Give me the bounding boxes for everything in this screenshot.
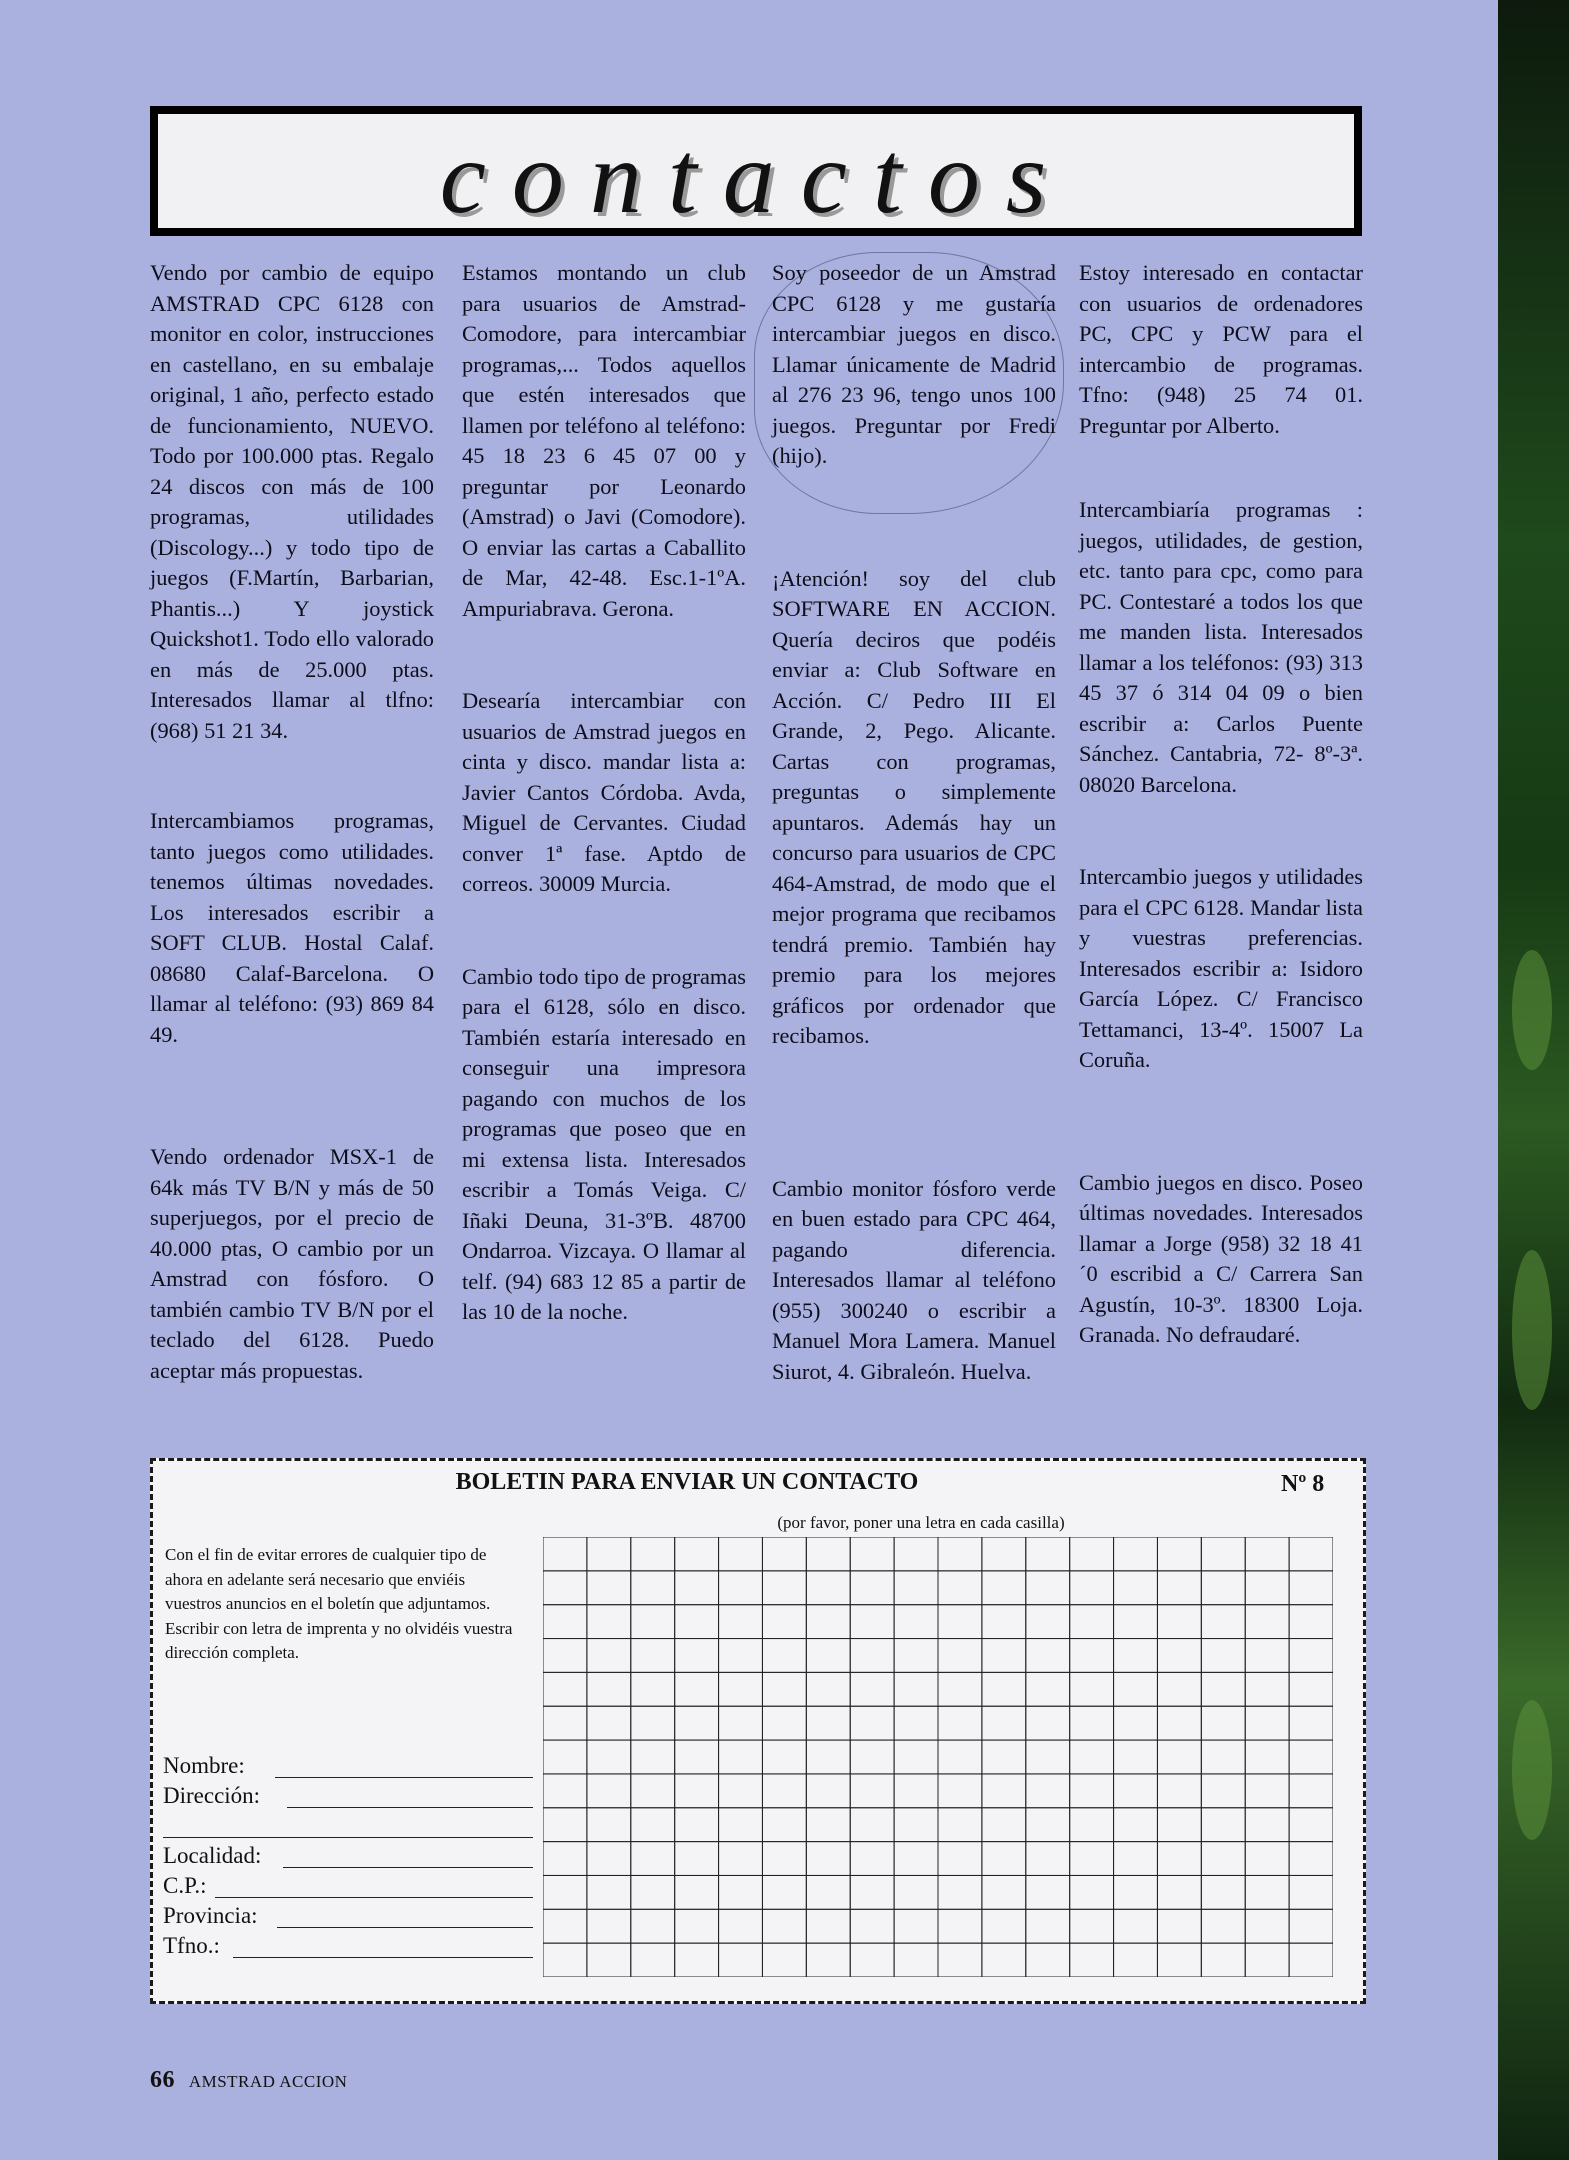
classified-ad: Desearía intercambiar con usuarios de Amstrad juegos en cinta y disco. mandar lista a: Javier Cantos Córdoba. Avda, Miguel de Cervantes. Ciudad conver 1ª fase. Aptdo de correos. 30009 Murcia. (462, 688, 746, 896)
letter-box[interactable] (806, 1774, 850, 1808)
letter-box[interactable] (938, 1808, 982, 1842)
letter-box[interactable] (719, 1808, 763, 1842)
letter-box[interactable] (1157, 1672, 1201, 1706)
letter-box[interactable] (1026, 1740, 1070, 1774)
letter-box[interactable] (762, 1672, 806, 1706)
letter-box[interactable] (1289, 1740, 1333, 1774)
address-line (287, 1807, 533, 1808)
letter-box[interactable] (850, 1875, 894, 1909)
section-title: contactos (439, 120, 1073, 235)
letter-box[interactable] (938, 1639, 982, 1673)
letter-box[interactable] (1026, 1639, 1070, 1673)
letter-box[interactable] (587, 1605, 631, 1639)
letter-box[interactable] (894, 1909, 938, 1943)
letter-box[interactable] (631, 1943, 675, 1977)
adjacent-page-edge (1498, 0, 1569, 2160)
letter-box[interactable] (675, 1605, 719, 1639)
letter-box[interactable] (850, 1605, 894, 1639)
letter-box[interactable] (850, 1706, 894, 1740)
letter-box[interactable] (587, 1808, 631, 1842)
letter-box[interactable] (1070, 1672, 1114, 1706)
letter-box[interactable] (587, 1571, 631, 1605)
letter-box[interactable] (850, 1639, 894, 1673)
letter-box[interactable] (806, 1909, 850, 1943)
letter-box[interactable] (631, 1842, 675, 1876)
letter-box[interactable] (850, 1909, 894, 1943)
letter-box[interactable] (675, 1571, 719, 1605)
letter-box[interactable] (1157, 1639, 1201, 1673)
letter-box[interactable] (1070, 1639, 1114, 1673)
letter-box[interactable] (1201, 1571, 1245, 1605)
letter-box[interactable] (938, 1672, 982, 1706)
letter-box[interactable] (1201, 1706, 1245, 1740)
letter-box[interactable] (982, 1842, 1026, 1876)
letter-box[interactable] (719, 1571, 763, 1605)
letter-box[interactable] (719, 1875, 763, 1909)
letter-box[interactable] (762, 1875, 806, 1909)
letter-box[interactable] (850, 1808, 894, 1842)
phone-line (233, 1957, 533, 1958)
letter-box[interactable] (719, 1706, 763, 1740)
letter-box[interactable] (894, 1537, 938, 1571)
classified-ad: ¡Atención! soy del club SOFTWARE EN ACCION. Quería deciros que podéis enviar a: Club Software en Acción. C/ Pedro III El Grande, 2, Pego. Alicante. Cartas con programas, preguntas o simplemente apuntaros. Además hay un concurso para usuarios de CPC 464-Amstrad, de modo que el mejor programa que recibamos tendrá premio. También hay premio para los mejores gráficos por ordenador que recibamos. (772, 565, 1056, 1048)
letter-box[interactable] (806, 1808, 850, 1842)
ad-column-2 (462, 258, 746, 1328)
letter-box[interactable] (1157, 1774, 1201, 1808)
letter-box[interactable] (762, 1808, 806, 1842)
letter-box[interactable] (1245, 1605, 1289, 1639)
letter-box[interactable] (894, 1842, 938, 1876)
classified-ad: Cambio todo tipo de programas para el 6128, sólo en disco. También estaría interesado en conseguir una impresora pagando con muchos de los programas que poseo que en mi extensa lista. Interesados escribir a Tomás Veiga. C/ Iñaki Deuna, 31-3ºB. 48700 Ondarroa. Vizcaya. O llamar al telf. (94) 683 12 85 a partir de las 10 de la noche. (462, 963, 746, 1324)
letter-box[interactable] (762, 1639, 806, 1673)
letter-box[interactable] (675, 1909, 719, 1943)
letter-box[interactable] (587, 1842, 631, 1876)
postal-code-line (215, 1897, 533, 1898)
letter-box[interactable] (806, 1571, 850, 1605)
letter-box[interactable] (894, 1672, 938, 1706)
letter-box[interactable] (1157, 1875, 1201, 1909)
letter-box[interactable] (938, 1605, 982, 1639)
letter-box[interactable] (1289, 1706, 1333, 1740)
letter-box[interactable] (587, 1537, 631, 1571)
letter-box[interactable] (850, 1943, 894, 1977)
letter-box[interactable] (806, 1605, 850, 1639)
letter-box[interactable] (543, 1875, 587, 1909)
letter-box[interactable] (806, 1537, 850, 1571)
letter-box[interactable] (675, 1774, 719, 1808)
coupon-number: Nº 8 (1281, 1471, 1325, 1497)
letter-box[interactable] (1114, 1706, 1158, 1740)
letter-box[interactable] (894, 1943, 938, 1977)
letter-box[interactable] (1070, 1774, 1114, 1808)
section-header (150, 106, 1362, 236)
letter-box[interactable] (1201, 1909, 1245, 1943)
city-line (283, 1867, 533, 1868)
classified-ad: Estamos montando un club para usuarios de Amstrad-Comodore, para intercambiar programas,... Todos aquellos que estén interesados que llamen por teléfono al teléfono: 45 18 23 6 45 07 00 y preguntar por Leonardo (Amstrad) o Javi (Comodore). O enviar las cartas a Caballito de Mar, 42-48. Esc.1-1ºA. Ampuriabrava. Gerona. (462, 260, 746, 621)
letter-box[interactable] (1201, 1943, 1245, 1977)
classified-ad: Intercambio juegos y utilidades para el CPC 6128. Mandar lista y vuestras preferencias. Interesados escribir a: Isidoro García López. C/ Francisco Tettamanci, 13-4º. 15007 La Coruña. (1079, 864, 1363, 1072)
letter-box[interactable] (762, 1943, 806, 1977)
letter-box[interactable] (1114, 1537, 1158, 1571)
letter-box[interactable] (543, 1639, 587, 1673)
letter-box[interactable] (587, 1909, 631, 1943)
letter-box[interactable] (543, 1943, 587, 1977)
letter-box[interactable] (1245, 1774, 1289, 1808)
letter-box[interactable] (1157, 1571, 1201, 1605)
letter-box[interactable] (1026, 1774, 1070, 1808)
page-number: 66 (150, 2067, 175, 2093)
letter-box[interactable] (1245, 1909, 1289, 1943)
letter-box[interactable] (1114, 1740, 1158, 1774)
letter-box[interactable] (806, 1740, 850, 1774)
letter-box[interactable] (631, 1571, 675, 1605)
letter-box[interactable] (1201, 1740, 1245, 1774)
letter-box[interactable] (719, 1943, 763, 1977)
letter-box[interactable] (675, 1943, 719, 1977)
city-label: Localidad: (163, 1843, 262, 1868)
letter-box[interactable] (543, 1571, 587, 1605)
letter-box[interactable] (587, 1943, 631, 1977)
magazine-name: AMSTRAD ACCION (188, 2072, 348, 2091)
letter-box[interactable] (1201, 1774, 1245, 1808)
letter-box[interactable] (543, 1537, 587, 1571)
phone-label: Tfno.: (163, 1933, 220, 1958)
letter-box[interactable] (1245, 1639, 1289, 1673)
letter-box[interactable] (938, 1571, 982, 1605)
ad-column-3 (772, 258, 1056, 1387)
letter-box[interactable] (1026, 1943, 1070, 1977)
letter-box[interactable] (1070, 1571, 1114, 1605)
classified-ad: Estoy interesado en contactar con usuarios de ordenadores PC, CPC y PCW para el intercambio de programas. Tfno: (948) 25 74 01. Preguntar por Alberto. (1079, 260, 1363, 438)
name-field[interactable] (163, 1753, 533, 1783)
letter-box[interactable] (719, 1740, 763, 1774)
letter-box[interactable] (1245, 1706, 1289, 1740)
letter-box[interactable] (719, 1639, 763, 1673)
letter-box[interactable] (1070, 1706, 1114, 1740)
letter-box[interactable] (938, 1875, 982, 1909)
letter-box[interactable] (1157, 1909, 1201, 1943)
letter-box[interactable] (1245, 1842, 1289, 1876)
edge-art-spot (1512, 1250, 1552, 1410)
letter-box[interactable] (762, 1740, 806, 1774)
letter-box[interactable] (543, 1605, 587, 1639)
letter-box[interactable] (1114, 1639, 1158, 1673)
coupon-subtitle: (por favor, poner una letra en cada casilla) (777, 1513, 1065, 1532)
letter-box[interactable] (675, 1672, 719, 1706)
phone-field[interactable] (163, 1933, 533, 1963)
letter-box[interactable] (1289, 1842, 1333, 1876)
letter-box[interactable] (675, 1639, 719, 1673)
letter-box[interactable] (1026, 1672, 1070, 1706)
letter-box[interactable] (982, 1537, 1026, 1571)
letter-box[interactable] (719, 1774, 763, 1808)
letter-box[interactable] (982, 1672, 1026, 1706)
letter-box[interactable] (631, 1672, 675, 1706)
name-line (275, 1777, 533, 1778)
letter-box[interactable] (894, 1605, 938, 1639)
letter-box[interactable] (938, 1740, 982, 1774)
letter-box[interactable] (806, 1672, 850, 1706)
letter-box[interactable] (762, 1537, 806, 1571)
postal-code-field[interactable] (163, 1873, 533, 1903)
letter-box[interactable] (1157, 1605, 1201, 1639)
letter-box[interactable] (1026, 1571, 1070, 1605)
letter-box[interactable] (1070, 1875, 1114, 1909)
letter-box[interactable] (1289, 1875, 1333, 1909)
letter-box[interactable] (675, 1537, 719, 1571)
province-line (277, 1927, 533, 1928)
city-field[interactable] (163, 1843, 533, 1873)
letter-box[interactable] (543, 1706, 587, 1740)
letter-box[interactable] (982, 1571, 1026, 1605)
letter-box[interactable] (982, 1774, 1026, 1808)
letter-box[interactable] (982, 1639, 1026, 1673)
letter-box[interactable] (1245, 1672, 1289, 1706)
letter-box[interactable] (1289, 1774, 1333, 1808)
letter-box[interactable] (894, 1740, 938, 1774)
letter-box[interactable] (1157, 1842, 1201, 1876)
address-label: Dirección: (163, 1783, 261, 1808)
letter-box[interactable] (806, 1943, 850, 1977)
letter-box[interactable] (631, 1909, 675, 1943)
letter-box[interactable] (719, 1672, 763, 1706)
letter-box[interactable] (850, 1740, 894, 1774)
letter-box[interactable] (1026, 1706, 1070, 1740)
letter-box[interactable] (1114, 1875, 1158, 1909)
letter-box[interactable] (631, 1537, 675, 1571)
letter-box[interactable] (1114, 1842, 1158, 1876)
letter-box[interactable] (806, 1875, 850, 1909)
letter-box[interactable] (675, 1706, 719, 1740)
letter-box[interactable] (762, 1706, 806, 1740)
address-extra-line (163, 1837, 533, 1838)
letter-box[interactable] (1289, 1605, 1333, 1639)
letter-box[interactable] (762, 1571, 806, 1605)
letter-box[interactable] (1201, 1842, 1245, 1876)
letter-box[interactable] (762, 1909, 806, 1943)
edge-art-spot (1512, 950, 1552, 1070)
letter-box[interactable] (543, 1909, 587, 1943)
letter-box[interactable] (850, 1571, 894, 1605)
letter-box[interactable] (1201, 1537, 1245, 1571)
letter-box[interactable] (982, 1740, 1026, 1774)
letter-box[interactable] (631, 1605, 675, 1639)
letter-box[interactable] (894, 1875, 938, 1909)
province-field[interactable] (163, 1903, 533, 1933)
letter-box[interactable] (675, 1875, 719, 1909)
contact-coupon (150, 1458, 1366, 2004)
letter-box[interactable] (1026, 1842, 1070, 1876)
letter-box[interactable] (982, 1706, 1026, 1740)
address-field[interactable] (163, 1783, 533, 1813)
letter-box[interactable] (587, 1639, 631, 1673)
letter-box[interactable] (894, 1774, 938, 1808)
letter-box[interactable] (543, 1672, 587, 1706)
letter-box[interactable] (762, 1842, 806, 1876)
letter-box[interactable] (1201, 1875, 1245, 1909)
province-label: Provincia: (163, 1903, 258, 1928)
letter-box[interactable] (850, 1842, 894, 1876)
letter-box[interactable] (1026, 1909, 1070, 1943)
letter-box[interactable] (1245, 1571, 1289, 1605)
letter-box[interactable] (1157, 1706, 1201, 1740)
letter-box[interactable] (719, 1537, 763, 1571)
letter-box[interactable] (1114, 1943, 1158, 1977)
classified-ad: Vendo ordenador MSX-1 de 64k más TV B/N y más de 50 superjuegos, por el precio de 40.000 ptas, O cambio por un Amstrad con fósforo. O también cambio TV B/N por el teclado del 6128. Puedo aceptar más propuestas. (150, 1144, 434, 1383)
letter-box[interactable] (1114, 1672, 1158, 1706)
letter-box[interactable] (938, 1537, 982, 1571)
letter-box[interactable] (1026, 1808, 1070, 1842)
letter-box[interactable] (1201, 1672, 1245, 1706)
letter-box[interactable] (631, 1808, 675, 1842)
letter-box[interactable] (631, 1774, 675, 1808)
letter-box[interactable] (1070, 1909, 1114, 1943)
letter-box[interactable] (1070, 1842, 1114, 1876)
letter-box[interactable] (1114, 1774, 1158, 1808)
letter-box[interactable] (850, 1537, 894, 1571)
letter-box[interactable] (1157, 1808, 1201, 1842)
classified-ad: Soy poseedor de un Amstrad CPC 6128 y me gustaría intercambiar juegos en disco. Llamar únicamente de Madrid al 276 23 96, tengo unos 100 juegos. Preguntar por Fredi (hijo). (772, 260, 1056, 468)
letter-box[interactable] (806, 1842, 850, 1876)
edge-art-spot (1512, 1700, 1552, 1840)
letter-box[interactable] (1114, 1808, 1158, 1842)
letter-box[interactable] (1245, 1808, 1289, 1842)
letter-box[interactable] (1245, 1943, 1289, 1977)
letter-box[interactable] (762, 1605, 806, 1639)
letter-box[interactable] (1201, 1639, 1245, 1673)
letter-box[interactable] (806, 1639, 850, 1673)
letter-box[interactable] (938, 1909, 982, 1943)
letter-box[interactable] (850, 1774, 894, 1808)
letter-box[interactable] (1245, 1537, 1289, 1571)
letter-box[interactable] (1289, 1943, 1333, 1977)
letter-box[interactable] (806, 1706, 850, 1740)
letter-box[interactable] (1157, 1537, 1201, 1571)
letter-box[interactable] (1026, 1605, 1070, 1639)
letter-box[interactable] (675, 1842, 719, 1876)
letter-box[interactable] (938, 1774, 982, 1808)
letter-box[interactable] (1070, 1605, 1114, 1639)
ad-column-4 (1079, 258, 1363, 1351)
letter-box[interactable] (1157, 1943, 1201, 1977)
classified-ad: Vendo por cambio de equipo AMSTRAD CPC 6128 con monitor en color, instrucciones en castellano, en su embalaje original, 1 año, perfecto estado de funcionamiento, NUEVO. Todo por 100.000 ptas. Regalo 24 discos con más de 100 programas, utilidades (Discology...) y todo tipo de juegos (F.Martín, Barbarian, Phantis...) Y joystick Quickshot1. Todo ello valorado en más de 25.000 ptas. Interesados llamar al tlfno: (968) 51 21 34. (150, 260, 434, 743)
letter-box[interactable] (1114, 1571, 1158, 1605)
letter-box[interactable] (719, 1842, 763, 1876)
letter-box[interactable] (850, 1672, 894, 1706)
letter-box[interactable] (1289, 1909, 1333, 1943)
letter-box[interactable] (982, 1943, 1026, 1977)
letter-box[interactable] (982, 1875, 1026, 1909)
letter-box[interactable] (982, 1808, 1026, 1842)
letter-box[interactable] (894, 1571, 938, 1605)
letter-box[interactable] (938, 1943, 982, 1977)
letter-box[interactable] (938, 1706, 982, 1740)
coupon-title: BOLETIN PARA ENVIAR UN CONTACTO (455, 1469, 919, 1495)
classified-ad: Intercambiaría programas : juegos, utilidades, de gestion, etc. tanto para cpc, como para PC. Contestaré a todos los que me manden lista. Interesados llamar a los teléfonos: (93) 313 45 37 ó 314 04 09 o bien escribir a: Carlos Puente Sánchez. Cantabria, 72- 8º-3ª. 08020 Barcelona. (1079, 497, 1363, 797)
name-label: Nombre: (163, 1753, 245, 1778)
letter-grid[interactable] (543, 1537, 1333, 1977)
letter-box[interactable] (631, 1706, 675, 1740)
letter-box[interactable] (938, 1842, 982, 1876)
letter-box[interactable] (543, 1774, 587, 1808)
letter-box[interactable] (894, 1639, 938, 1673)
letter-box[interactable] (587, 1672, 631, 1706)
letter-box[interactable] (1201, 1605, 1245, 1639)
letter-box[interactable] (1070, 1537, 1114, 1571)
letter-box[interactable] (1114, 1605, 1158, 1639)
letter-box[interactable] (543, 1808, 587, 1842)
letter-box[interactable] (1070, 1943, 1114, 1977)
letter-box[interactable] (894, 1808, 938, 1842)
letter-box[interactable] (1245, 1875, 1289, 1909)
letter-box[interactable] (587, 1706, 631, 1740)
letter-box[interactable] (1289, 1672, 1333, 1706)
letter-box[interactable] (1289, 1639, 1333, 1673)
letter-box[interactable] (587, 1875, 631, 1909)
letter-box[interactable] (1289, 1571, 1333, 1605)
letter-box[interactable] (894, 1706, 938, 1740)
letter-box[interactable] (543, 1842, 587, 1876)
letter-box[interactable] (719, 1605, 763, 1639)
letter-box[interactable] (1201, 1808, 1245, 1842)
coupon-note: Con el fin de evitar errores de cualquier tipo de ahora en adelante será necesario que enviéis vuestros anuncios en el boletín que adjuntamos. Escribir con letra de imprenta y no olvidéis vuestra dirección completa. (165, 1545, 513, 1662)
ad-column-1 (150, 258, 434, 1386)
letter-box[interactable] (543, 1740, 587, 1774)
letter-box[interactable] (1114, 1909, 1158, 1943)
page-footer (150, 2067, 347, 2094)
letter-box[interactable] (675, 1808, 719, 1842)
letter-box[interactable] (1289, 1808, 1333, 1842)
classified-ad: Cambio juegos en disco. Poseo últimas novedades. Interesados llamar a Jorge (958) 32 18 41 ´0 escribid a C/ Carrera San Agustín, 10-3º. 18300 Loja. Granada. No defraudaré. (1079, 1169, 1363, 1347)
letter-box[interactable] (1070, 1740, 1114, 1774)
letter-box[interactable] (1026, 1537, 1070, 1571)
classified-ad: Cambio monitor fósforo verde en buen estado para CPC 464, pagando diferencia. Interesados llamar al teléfono (955) 300240 o escribir a Manuel Mora Lamera. Manuel Siurot, 4. Gibraleón. Huelva. (772, 1175, 1056, 1384)
letter-box[interactable] (719, 1909, 763, 1943)
letter-box[interactable] (1289, 1537, 1333, 1571)
postal-code-label: C.P.: (163, 1873, 207, 1898)
letter-box[interactable] (675, 1740, 719, 1774)
letter-box[interactable] (631, 1875, 675, 1909)
letter-box[interactable] (587, 1740, 631, 1774)
letter-box[interactable] (1245, 1740, 1289, 1774)
letter-box[interactable] (762, 1774, 806, 1808)
letter-box[interactable] (982, 1605, 1026, 1639)
letter-box[interactable] (631, 1740, 675, 1774)
letter-box[interactable] (1026, 1875, 1070, 1909)
letter-box[interactable] (982, 1909, 1026, 1943)
letter-box[interactable] (1070, 1808, 1114, 1842)
letter-box[interactable] (631, 1639, 675, 1673)
classified-ad: Intercambiamos programas, tanto juegos como utilidades. tenemos últimas novedades. Los interesados escribir a SOFT CLUB. Hostal Calaf. 08680 Calaf-Barcelona. O llamar al teléfono: (93) 869 84 49. (150, 808, 434, 1047)
letter-box[interactable] (587, 1774, 631, 1808)
letter-box[interactable] (1157, 1740, 1201, 1774)
